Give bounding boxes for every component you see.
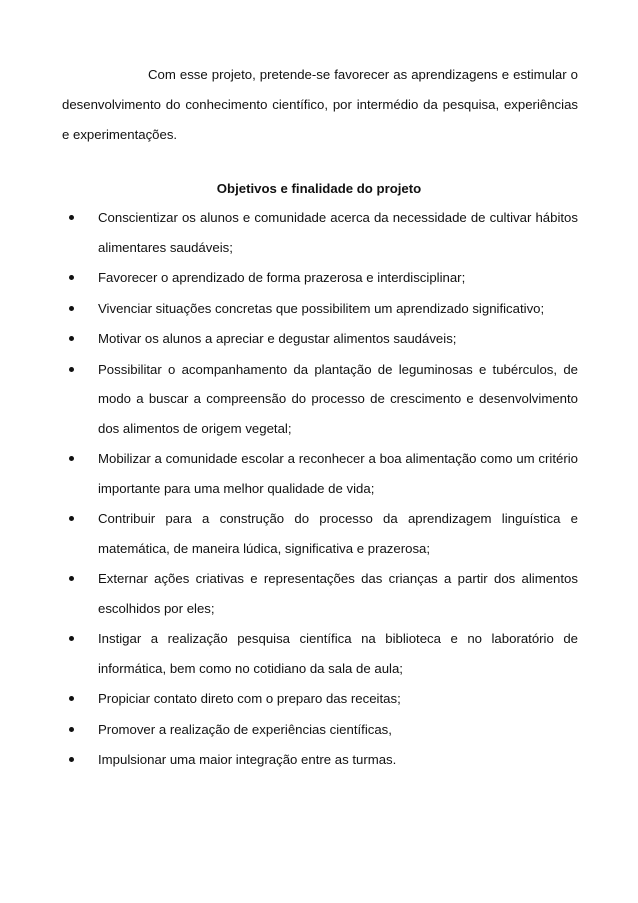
bullet-icon xyxy=(69,576,74,581)
objective-text: Motivar os alunos a apreciar e degustar alimentos saudáveis; xyxy=(98,331,457,346)
bullet-icon xyxy=(69,516,74,521)
bullet-icon xyxy=(69,636,74,641)
objective-item xyxy=(62,715,578,745)
objective-item xyxy=(62,504,578,563)
objective-text: Favorecer o aprendizado de forma prazerosa e interdisciplinar; xyxy=(98,270,466,285)
bullet-icon xyxy=(69,456,74,461)
objective-text: Vivenciar situações concretas que possibilitem um aprendizado significativo; xyxy=(98,300,545,316)
objective-text: Conscientizar os alunos e comunidade acerca da necessidade de cultivar hábitos alimentares saudáveis; xyxy=(98,210,578,255)
bullet-icon xyxy=(69,757,74,762)
objective-item xyxy=(62,263,578,293)
intro-paragraph: Com esse projeto, pretende-se favorecer as aprendizagens e estimular o desenvolvimento do conhecimento científico, por intermédio da pesquisa, experiências e experimentações. xyxy=(62,67,578,142)
objective-text: Propiciar contato direto com o preparo das receitas; xyxy=(98,691,401,706)
bullet-icon xyxy=(69,336,74,341)
bullet-icon xyxy=(69,367,74,372)
objective-item xyxy=(62,444,578,503)
section-title: Objetivos e finalidade do projeto xyxy=(216,181,422,196)
objective-item xyxy=(62,355,578,444)
objective-item xyxy=(62,624,578,683)
bullet-icon xyxy=(69,696,74,701)
objective-text: Promover a realização de experiências científicas, xyxy=(98,721,392,737)
objective-item xyxy=(62,203,578,262)
objective-text: Contribuir para a construção do processo da aprendizagem linguística e matemática, de maneira lúdica, significativa e prazerosa; xyxy=(98,511,578,556)
bullet-icon xyxy=(69,727,74,732)
bullet-icon xyxy=(69,306,74,311)
objective-text: Impulsionar uma maior integração entre as turmas. xyxy=(98,752,397,767)
bullet-icon xyxy=(69,275,74,280)
objective-text: Externar ações criativas e representações das crianças a partir dos alimentos escolhidos por eles; xyxy=(98,571,578,616)
objectives-list xyxy=(62,203,578,776)
objective-item xyxy=(62,564,578,623)
objective-item xyxy=(62,745,578,775)
objective-item xyxy=(62,684,578,714)
objective-item xyxy=(62,294,578,324)
objective-text: Mobilizar a comunidade escolar a reconhecer a boa alimentação como um critério importante para uma melhor qualidade de vida; xyxy=(98,451,578,496)
objective-item xyxy=(62,324,578,354)
objective-text: Possibilitar o acompanhamento da plantação de leguminosas e tubérculos, de modo a buscar a compreensão do processo de crescimento e desenvolvimento dos alimentos de origem vegetal; xyxy=(98,361,578,436)
bullet-icon xyxy=(69,215,74,220)
objective-text: Instigar a realização pesquisa científica na biblioteca e no laboratório de informática, bem como no cotidiano da sala de aula; xyxy=(98,631,578,676)
